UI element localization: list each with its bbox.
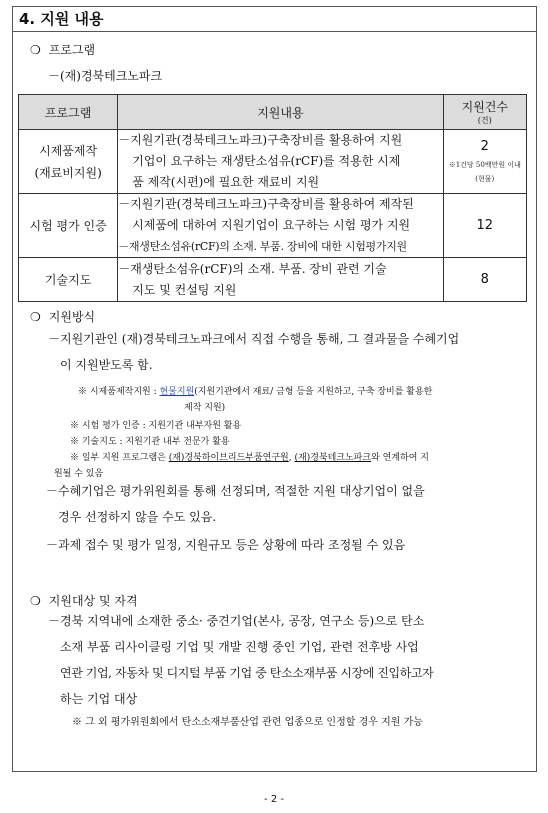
table-row [19,258,527,302]
header-content: 지원내용 [118,95,443,130]
circle-bullet-icon: ❍ [30,310,41,324]
program-section-title: ❍ 프로그램 [30,43,96,57]
method-note-3: ※ 기술지도 : 지원기관 내부 전문가 활용 [70,437,230,447]
table-row [19,194,527,258]
program-org: －(재)경북테크노파크 [48,69,163,83]
program-desc-cell: －재생탄소섬유(rCF)의 소재. 부품. 장비 관련 기술 지도 및 컨설팅 지원 [118,258,443,302]
table-header-row [19,95,527,130]
method-paragraph-2: －수혜기업은 평가위원회를 통해 선정되며, 적절한 지원 대상기업이 없을 경우 선정하지 않을 수도 있음. [46,484,425,524]
method-paragraph-3: －과제 접수 및 평가 일정, 지원규모 등은 상황에 따라 조정될 수 있음 [46,538,406,552]
circle-bullet-icon: ❍ [30,594,41,608]
heading-divider [12,31,537,32]
program-name-cell: 시험 평가 인증 [19,194,118,258]
target-note: ※ 그 외 평가위원회에서 탄소소재부품산업 관련 업종으로 인정할 경우 지원 가능 [72,717,423,728]
method-note-4: ※ 일부 지원 프로그램은 (재)경북하이브리드부품연구원, (재)경북테크노파크와 연계하여 지 원될 수 있음 [54,453,429,479]
target-section-title: ❍ 지원대상 및 자격 [30,594,138,608]
in-kind-support-link[interactable]: 현물지원 [159,387,195,397]
method-paragraph-1: －지원기관인 (재)경북테크노파크에서 직접 수행을 통해, 그 결과물을 수혜기업 이 지원받도록 함. [48,332,460,372]
program-count-cell: 2 ※1건당 50백만원 이내 (현물) [443,130,526,194]
program-desc-cell: －지원기관(경북테크노파크)구축장비를 활용하여 지원 기업이 요구하는 재생탄소섬유(rCF)를 적용한 시제 품 제작(시편)에 필요한 재료비 지원 [118,130,443,194]
header-program: 프로그램 [19,95,118,130]
program-count-cell: 8 [443,258,526,302]
program-table [18,94,527,302]
method-note-1: ※ 시제품제작지원 : 현물지원(지원기관에서 재료/ 금형 등을 지원하고, 구축 장비를 활용한 제작 지원) [78,387,433,413]
method-note-2: ※ 시험 평가 인증 : 지원기관 내부자원 활용 [70,421,242,431]
program-name-cell: 시제품제작 (재료비지원) [19,130,118,194]
method-section-title: ❍ 지원방식 [30,310,96,324]
target-paragraph: －경북 지역내에 소재한 중소· 중견기업(본사, 공장, 연구소 등)으로 탄소 소재 부품 리사이클링 기업 및 개발 진행 중인 기업, 관련 전후방 사업 연관 기업, 자동차 및 디지털 부품 기업 중 탄소소재부품 시장에 진입하고자 하는 기업 대상 [48,614,434,706]
header-count: 지원건수 (건) [443,95,526,130]
table-row [19,130,527,194]
program-name-cell: 기술지도 [19,258,118,302]
circle-bullet-icon: ❍ [30,43,41,57]
section-heading: 4. 지원 내용 [19,10,104,28]
page-number: - 2 - [264,794,284,805]
program-count-cell: 12 [443,194,526,258]
program-desc-cell: －지원기관(경북테크노파크)구축장비를 활용하여 제작된 시제품에 대하여 지원기업이 요구하는 시험 평가 지원 －재생탄소섬유(rCF)의 소재. 부품. 장비에 대한 시험평가지원 [118,194,443,258]
